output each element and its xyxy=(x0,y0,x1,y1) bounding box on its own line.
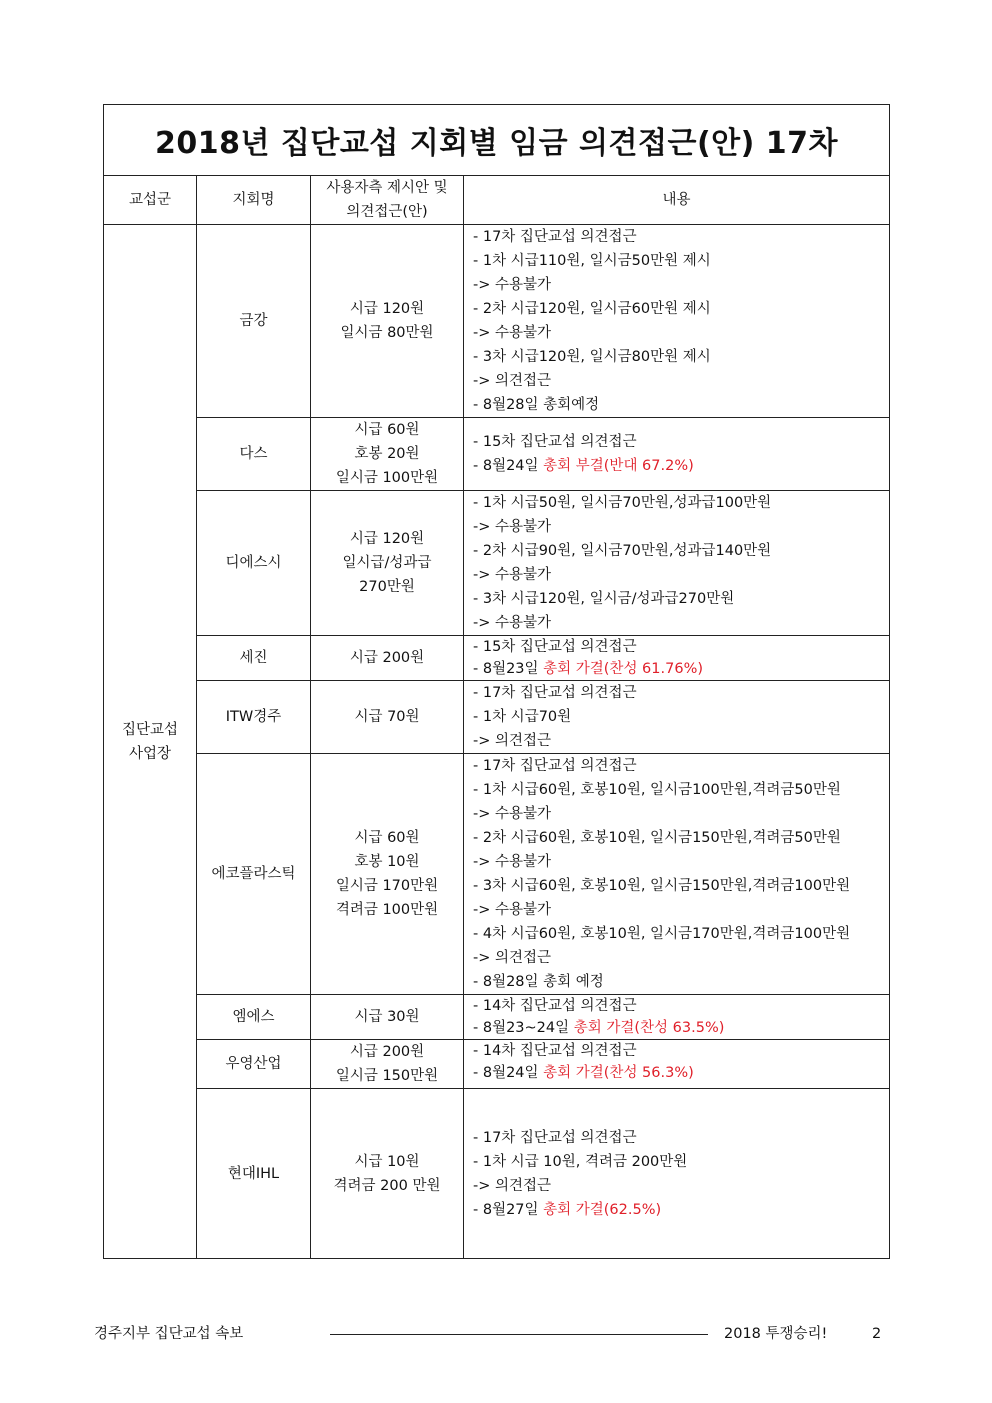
content-text: - 2차 시급90원, 일시금70만원,성과급140만원 xyxy=(473,543,772,559)
content-line xyxy=(473,995,885,1017)
table-header-row xyxy=(104,176,890,225)
content-cell xyxy=(464,225,890,418)
table-row xyxy=(104,491,890,636)
content-cell xyxy=(464,754,890,995)
header-proposal-line2: 의견접근(안) xyxy=(346,204,428,220)
content-text: - 2차 시급60원, 호봉10원, 일시금150만원,격려금50만원 xyxy=(473,830,841,846)
content-line xyxy=(473,1150,885,1174)
proposal-line: 시급 120원 xyxy=(349,531,425,547)
content-line xyxy=(473,611,885,635)
content-cell xyxy=(464,1040,890,1089)
content-text: - 8월28일 총회 예정 xyxy=(473,974,604,990)
content-line xyxy=(473,1174,885,1198)
content-text: - 8월24일 xyxy=(473,458,544,474)
content-line xyxy=(473,321,885,345)
content-text: -> 수용불가 xyxy=(473,325,552,341)
branch-name-cell: ITW경주 xyxy=(197,681,311,754)
proposal-line: 270만원 xyxy=(359,579,415,595)
vote-result-text: 총회 가결(찬성 56.3%) xyxy=(543,1065,694,1081)
content-line xyxy=(473,850,885,874)
proposal-line: 시급 200원 xyxy=(349,1044,425,1060)
proposal-line: 시급 120원 xyxy=(349,301,425,317)
content-line xyxy=(473,345,885,369)
content-text: - 17차 집단교섭 의견접근 xyxy=(473,1129,637,1146)
content-text: - 1차 시급50원, 일시금70만원,성과급100만원 xyxy=(473,495,772,511)
content-line xyxy=(473,946,885,970)
content-text: -> 수용불가 xyxy=(473,519,552,535)
content-text: - 15차 집단교섭 의견접근 xyxy=(473,639,637,655)
content-cell xyxy=(464,681,890,754)
content-line xyxy=(473,491,885,515)
content-text: - 1차 시급60원, 호봉10원, 일시금100만원,격려금50만원 xyxy=(473,782,841,798)
proposal-cell xyxy=(311,681,464,754)
header-group: 교섭군 xyxy=(104,176,197,225)
content-text: - 8월27일 xyxy=(473,1201,544,1218)
header-content: 내용 xyxy=(464,176,890,225)
content-text: - 8월24일 xyxy=(473,1065,544,1081)
content-text: - 14차 집단교섭 의견접근 xyxy=(473,1043,637,1059)
page-number: 2 xyxy=(872,1326,882,1342)
content-line xyxy=(473,1040,885,1062)
proposal-cell xyxy=(311,225,464,418)
table-row xyxy=(104,1089,890,1259)
content-text: - 3차 시급120원, 일시금80만원 제시 xyxy=(473,349,711,365)
content-text: - 1차 시급 10원, 격려금 200만원 xyxy=(473,1153,688,1170)
content-line xyxy=(473,898,885,922)
content-line xyxy=(473,393,885,417)
proposal-line: 격려금 200 만원 xyxy=(333,1177,441,1194)
table-row xyxy=(104,1040,890,1089)
content-cell xyxy=(464,491,890,636)
content-line xyxy=(473,802,885,826)
proposal-line: 호봉 10원 xyxy=(354,854,420,870)
vote-result-text: 총회 가결(찬성 61.76%) xyxy=(543,661,704,677)
content-line xyxy=(473,970,885,994)
proposal-line: 호봉 20원 xyxy=(354,446,420,462)
content-line xyxy=(473,454,885,478)
footer-right-text: 2018 투쟁승리! xyxy=(724,1326,828,1342)
content-line xyxy=(473,874,885,898)
content-line xyxy=(473,249,885,273)
content-cell xyxy=(464,995,890,1040)
content-line xyxy=(473,922,885,946)
branch-name-cell: 디에스시 xyxy=(197,491,311,636)
group-label-line: 사업장 xyxy=(128,745,172,762)
proposal-line: 격려금 100만원 xyxy=(335,902,439,918)
content-text: - 8월28일 총회예정 xyxy=(473,397,600,413)
content-line xyxy=(473,754,885,778)
header-branch: 지회명 xyxy=(197,176,311,225)
content-text: -> 수용불가 xyxy=(473,806,552,822)
vote-result-text: 총회 가결(62.5%) xyxy=(543,1201,662,1218)
content-line xyxy=(473,705,885,729)
footer-rule xyxy=(330,1334,708,1335)
page-title: 2018년 집단교섭 지회별 임금 의견접근(안) 17차 xyxy=(104,105,890,176)
proposal-line: 시급 60원 xyxy=(354,422,420,438)
proposal-line: 시급 30원 xyxy=(354,1009,420,1025)
proposal-line: 시급 10원 xyxy=(354,1153,420,1170)
branch-name-cell: 에코플라스틱 xyxy=(197,754,311,995)
content-line xyxy=(473,539,885,563)
content-text: -> 의견접근 xyxy=(473,1177,552,1194)
group-cell xyxy=(104,225,197,1259)
content-text: - 17차 집단교섭 의견접근 xyxy=(473,758,637,774)
content-text: -> 의견접근 xyxy=(473,373,552,389)
proposal-line: 시급 70원 xyxy=(354,709,420,725)
content-line xyxy=(473,225,885,249)
branch-name-cell: 세진 xyxy=(197,636,311,681)
branch-name-cell: 다스 xyxy=(197,418,311,491)
content-line xyxy=(473,563,885,587)
content-text: - 14차 집단교섭 의견접근 xyxy=(473,998,637,1014)
proposal-cell xyxy=(311,1040,464,1089)
content-text: -> 의견접근 xyxy=(473,733,552,749)
proposal-cell xyxy=(311,1089,464,1259)
footer-left-text: 경주지부 집단교섭 속보 xyxy=(94,1326,244,1342)
content-line xyxy=(473,778,885,802)
proposal-cell xyxy=(311,754,464,995)
proposal-cell xyxy=(311,418,464,491)
content-text: - 4차 시급60원, 호봉10원, 일시금170만원,격려금100만원 xyxy=(473,926,851,942)
content-line xyxy=(473,515,885,539)
content-line xyxy=(473,729,885,753)
wage-table xyxy=(103,104,890,1259)
content-line xyxy=(473,658,885,680)
proposal-cell xyxy=(311,491,464,636)
branch-name-cell: 금강 xyxy=(197,225,311,418)
content-text: - 8월23일 xyxy=(473,661,544,677)
content-text: -> 수용불가 xyxy=(473,615,552,631)
content-line xyxy=(473,587,885,611)
group-label-line: 집단교섭 xyxy=(121,721,179,738)
content-text: -> 수용불가 xyxy=(473,902,552,918)
content-text: - 17차 집단교섭 의견접근 xyxy=(473,685,637,701)
proposal-line: 일시금 80만원 xyxy=(340,325,434,341)
document-sheet xyxy=(103,104,889,1259)
proposal-cell xyxy=(311,636,464,681)
table-row xyxy=(104,995,890,1040)
content-line xyxy=(473,369,885,393)
content-text: - 17차 집단교섭 의견접근 xyxy=(473,229,637,245)
content-line xyxy=(473,1198,885,1222)
content-text: - 1차 시급70원 xyxy=(473,709,572,725)
content-text: - 8월23~24일 xyxy=(473,1020,574,1036)
content-cell xyxy=(464,1089,890,1259)
proposal-line: 시급 200원 xyxy=(349,650,425,666)
page-footer xyxy=(94,1322,886,1346)
proposal-line: 시급 60원 xyxy=(354,830,420,846)
content-line xyxy=(473,1126,885,1150)
table-row xyxy=(104,418,890,491)
branch-name-cell: 엠에스 xyxy=(197,995,311,1040)
content-text: - 2차 시급120원, 일시금60만원 제시 xyxy=(473,301,711,317)
vote-result-text: 총회 부결(반대 67.2%) xyxy=(543,458,694,474)
content-line xyxy=(473,273,885,297)
vote-result-text: 총회 가결(찬성 63.5%) xyxy=(573,1020,725,1036)
branch-name-cell: 우영산업 xyxy=(197,1040,311,1089)
table-row xyxy=(104,754,890,995)
content-line xyxy=(473,826,885,850)
content-cell xyxy=(464,636,890,681)
content-line xyxy=(473,1017,885,1039)
proposal-line: 일시금 100만원 xyxy=(335,470,439,486)
table-row xyxy=(104,681,890,754)
content-text: - 3차 시급60원, 호봉10원, 일시금150만원,격려금100만원 xyxy=(473,878,851,894)
content-line xyxy=(473,430,885,454)
content-text: - 3차 시급120원, 일시금/성과급270만원 xyxy=(473,591,735,607)
header-proposal-line1: 사용자측 제시안 및 xyxy=(326,180,448,196)
content-line xyxy=(473,297,885,321)
content-text: -> 수용불가 xyxy=(473,854,552,870)
content-line xyxy=(473,1062,885,1084)
table-row xyxy=(104,636,890,681)
content-text: - 15차 집단교섭 의견접근 xyxy=(473,434,637,450)
table-row xyxy=(104,225,890,418)
content-cell xyxy=(464,418,890,491)
branch-name-cell: 현대IHL xyxy=(197,1089,311,1259)
content-text: -> 수용불가 xyxy=(473,567,552,583)
proposal-line: 일시급/성과급 xyxy=(342,555,432,571)
content-text: - 1차 시급110원, 일시금50만원 제시 xyxy=(473,253,711,269)
content-line xyxy=(473,636,885,658)
proposal-cell xyxy=(311,995,464,1040)
content-text: -> 수용불가 xyxy=(473,277,552,293)
content-line xyxy=(473,681,885,705)
header-proposal xyxy=(311,176,464,225)
proposal-line: 일시금 150만원 xyxy=(335,1068,439,1084)
proposal-line: 일시금 170만원 xyxy=(335,878,439,894)
content-text: -> 의견접근 xyxy=(473,950,552,966)
